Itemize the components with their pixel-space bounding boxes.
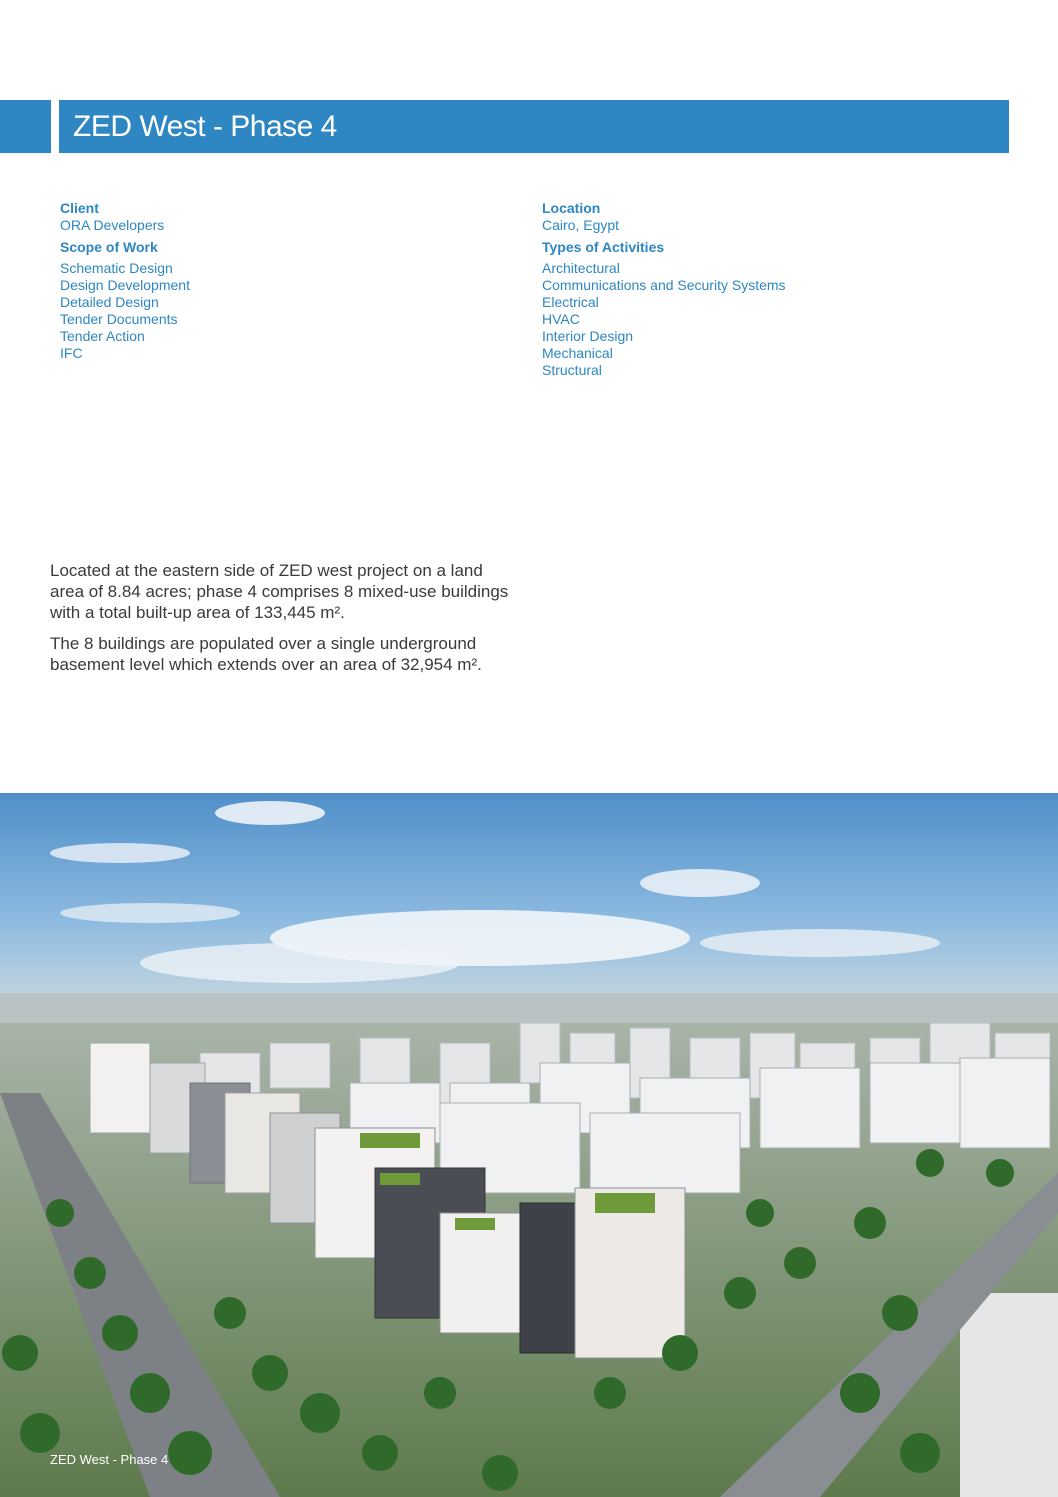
page-title: ZED West - Phase 4 xyxy=(73,109,337,143)
scope-item: Schematic Design xyxy=(60,260,173,276)
activity-item: HVAC xyxy=(542,311,580,327)
project-description xyxy=(50,560,520,685)
description-paragraph: Located at the eastern side of ZED west project on a land area of 8.84 acres; phase 4 comprises 8 mixed-use buildings with a total built-up area of 133,445 m². xyxy=(50,561,509,622)
scope-item: IFC xyxy=(60,345,83,361)
activity-item: Structural xyxy=(542,362,602,378)
header-banner xyxy=(59,100,1009,153)
footer-label: ZED West - Phase 4 xyxy=(50,1452,169,1467)
project-info-right xyxy=(542,200,1002,379)
activities-label: Types of Activities xyxy=(542,239,665,255)
activity-item: Interior Design xyxy=(542,328,634,344)
location-label: Location xyxy=(542,200,601,216)
header-accent-bar xyxy=(0,100,51,153)
activity-item: Mechanical xyxy=(542,345,613,361)
scope-item: Tender Documents xyxy=(60,311,178,327)
scope-item: Design Development xyxy=(60,277,190,293)
project-info-left xyxy=(60,200,500,362)
description-paragraph: The 8 buildings are populated over a single underground basement level which extends over an area of 32,954 m². xyxy=(50,634,482,674)
client-value: ORA Developers xyxy=(60,217,165,233)
activity-item: Architectural xyxy=(542,260,620,276)
activity-item: Communications and Security Systems xyxy=(542,277,786,293)
client-label: Client xyxy=(60,200,99,216)
location-value: Cairo, Egypt xyxy=(542,217,620,233)
scope-item: Tender Action xyxy=(60,328,145,344)
scope-label: Scope of Work xyxy=(60,239,158,255)
activity-item: Electrical xyxy=(542,294,599,310)
scope-item: Detailed Design xyxy=(60,294,159,310)
aerial-render-image xyxy=(0,793,1058,1497)
